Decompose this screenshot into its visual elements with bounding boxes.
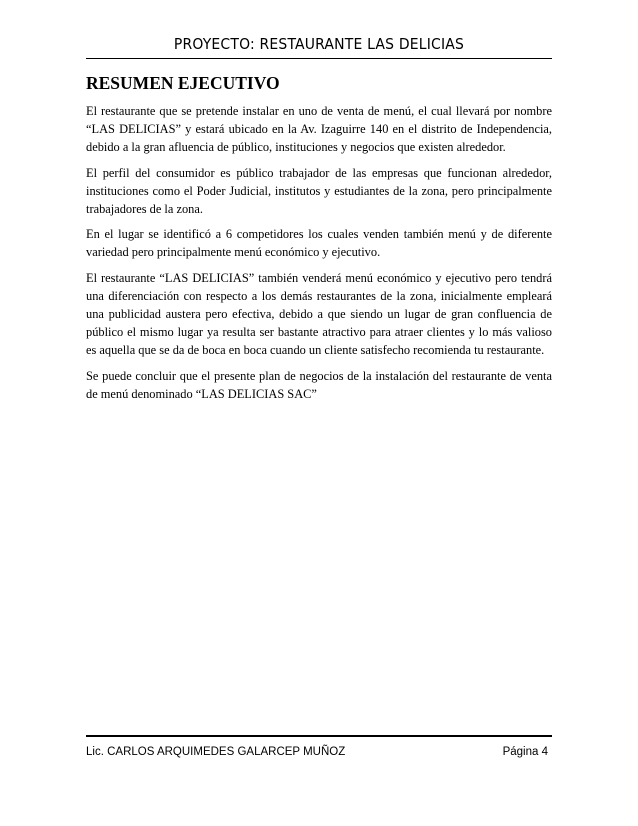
page-number: Página 4	[502, 746, 548, 758]
page-header-title: PROYECTO: RESTAURANTE LAS DELICIAS	[173, 35, 465, 53]
paragraph: El perfil del consumidor es público trabajador de las empresas que funcionan alrededor, instituciones como el Poder Judicial, institutos y estudiantes de la zona, pero principalmente trabajadores de la zona.	[86, 165, 552, 217]
footer-divider	[86, 735, 552, 737]
section-title: RESUMEN EJECUTIVO	[86, 73, 280, 93]
page-body	[86, 68, 552, 410]
footer-author: Lic. CARLOS ARQUIMEDES GALARCEP MUÑOZ	[86, 746, 346, 758]
paragraph: El restaurante que se pretende instalar en uno de venta de menú, el cual llevará por nombre “LAS DELICIAS” y estará ubicado en la Av. Izaguirre 140 en el distrito de Independencia, debido a la gran afluencia de público, instituciones y negocios que existen alrededor.	[86, 104, 552, 155]
paragraph: El restaurante “LAS DELICIAS” también venderá menú económico y ejecutivo pero tendrá una diferenciación con respecto a los demás restaurantes de la zona, inicialmente empleará una publicidad austera pero efectiva, debido a que siendo un lugar de gran confluencia de público el mismo lugar ya resulta ser bastante atractivo para atraer clientes y lo más valioso es aquella que se da de boca en boca cuando un cliente satisfecho recomienda tu restaurante.	[86, 270, 552, 358]
header-divider	[86, 58, 552, 59]
paragraph: En el lugar se identificó a 6 competidores los cuales venden también menú y de diferente variedad pero principalmente menú económico y ejecutivo.	[86, 227, 552, 260]
paragraph: Se puede concluir que el presente plan de negocios de la instalación del restaurante de venta de menú denominado “LAS DELICIAS SAC”	[86, 368, 552, 401]
